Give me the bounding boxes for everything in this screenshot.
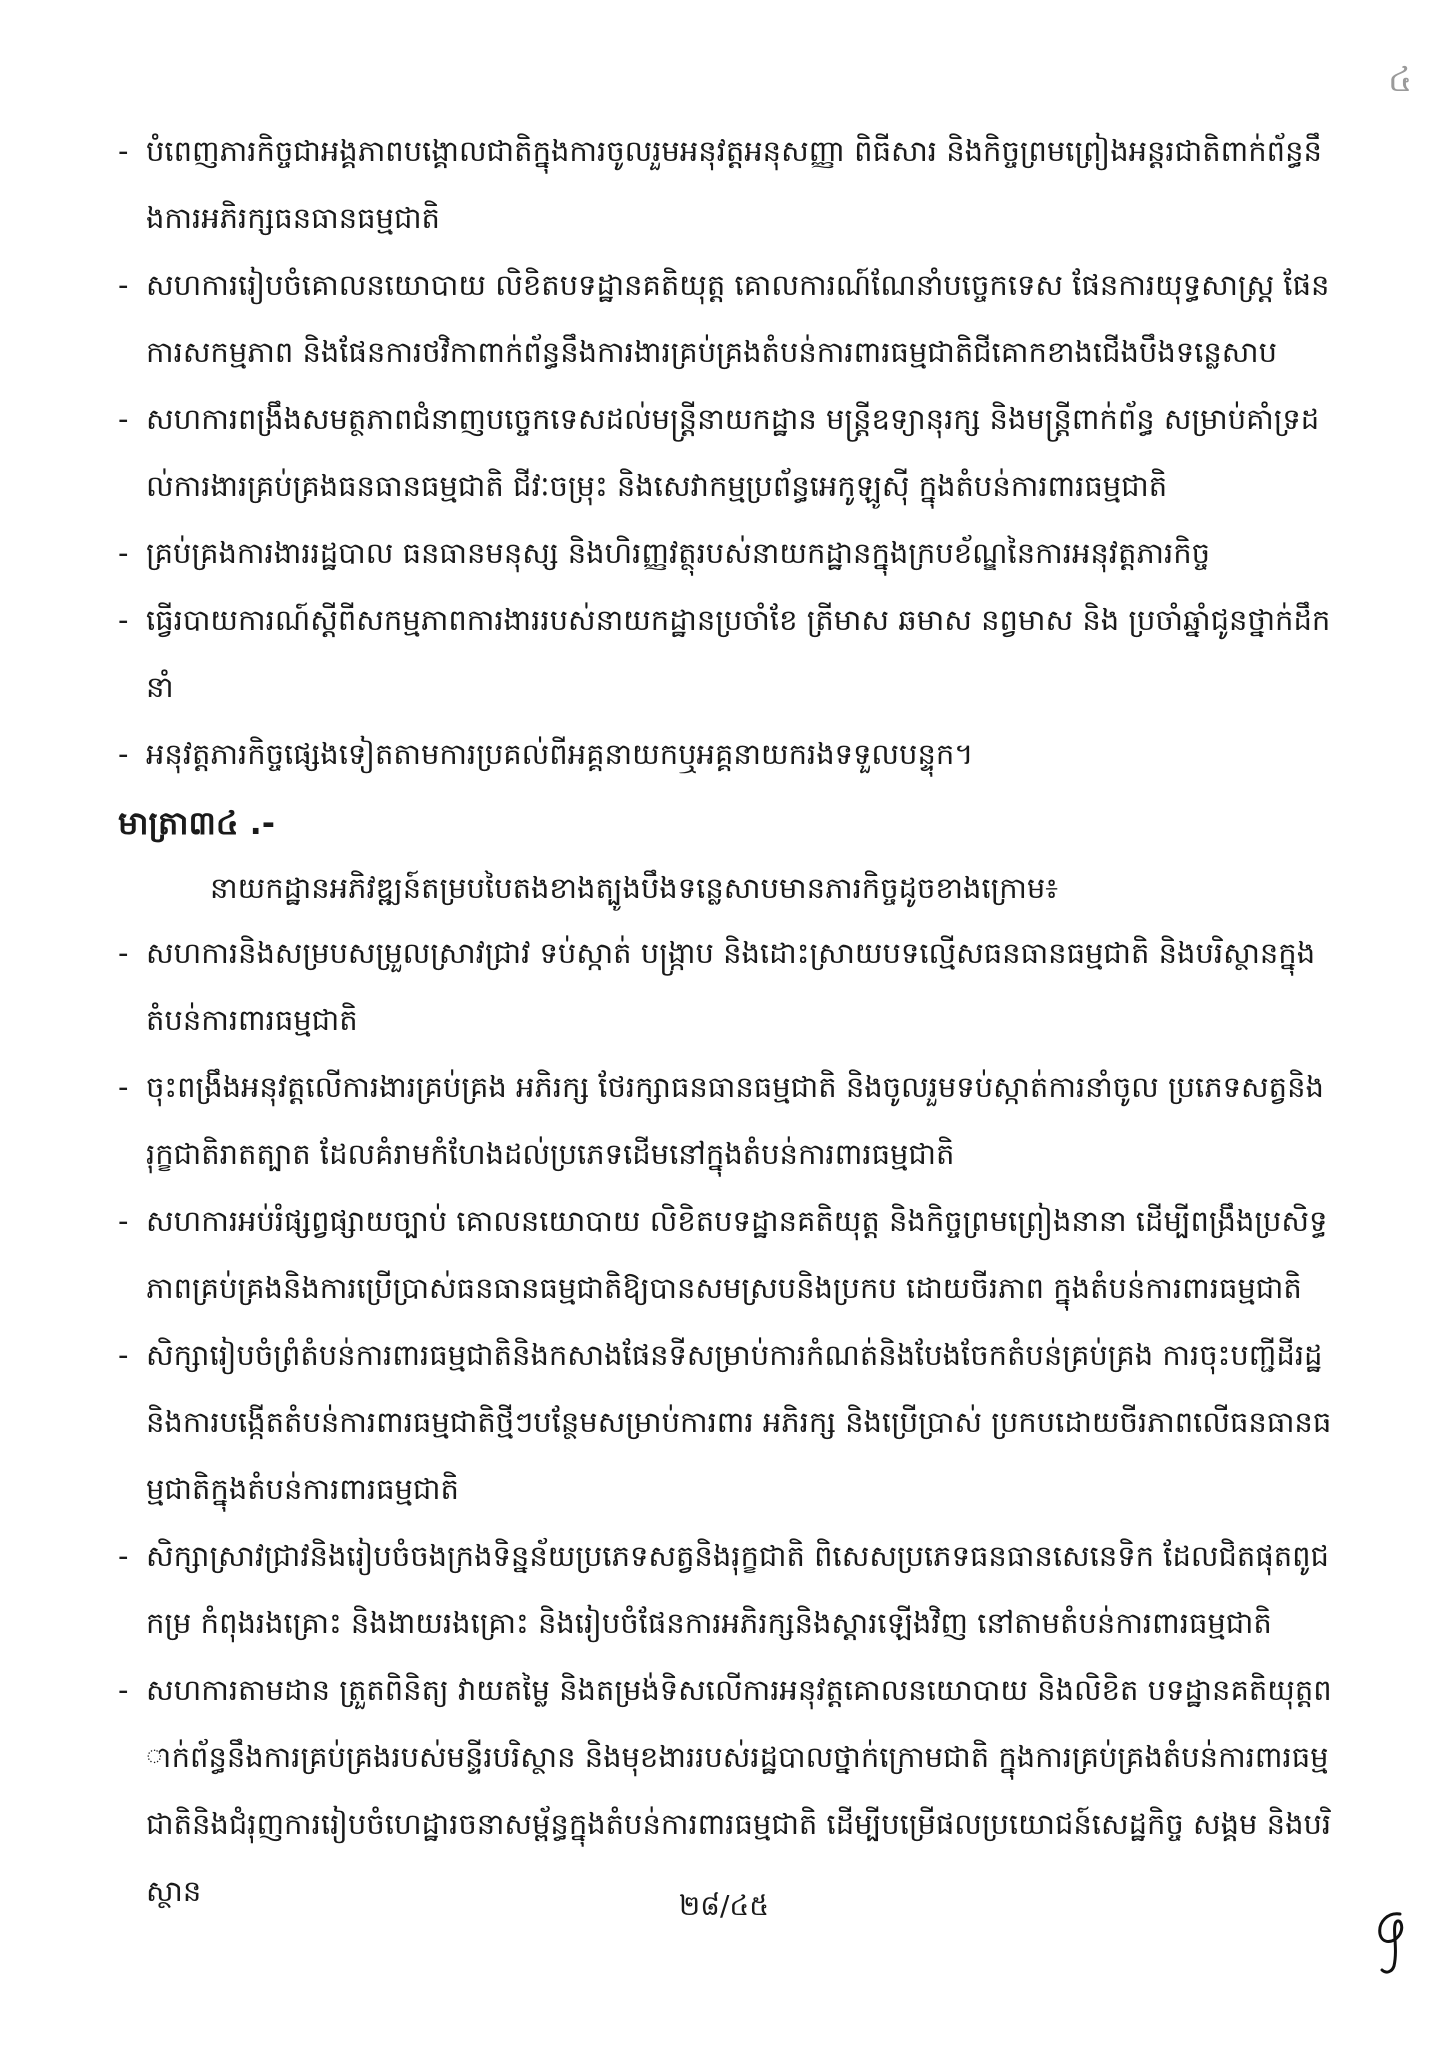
list-item: - សហការរៀបចំគោលនយោបាយ លិខិតបទដ្ឋានគតិយុត្ត គោលការណ៍ណែនាំបច្ចេកទេស ផែនការយុទ្ធសាស្ត្រ ផែនការសកម្មភាព និងផែនការថវិកាពាក់ព័ន្ធនឹងការងារគ្រប់គ្រងតំបន់ការពារធម្មជាតិជីគោកខាងជើងបឹងទន្លេសាប: [118, 268, 1330, 369]
initials-signature: [1370, 1908, 1414, 1978]
list-item: - សិក្សារៀបចំព្រំតំបន់ការពារធម្មជាតិនិងកសាងផែនទីសម្រាប់ការកំណត់និងបែងចែកតំបន់គ្រប់គ្រង ការចុះបញ្ជីដីរដ្ឋ និងការបង្កើតតំបន់ការពារធម្មជាតិថ្មីៗបន្ថែមសម្រាប់ការពារ អភិរក្ស និងប្រើប្រាស់ ប្រកបដោយចីរភាពលើធនធានធម្មជាតិក្នុងតំបន់ការពារធម្មជាតិ: [118, 1338, 1332, 1506]
list-item: - ចុះពង្រឹងអនុវត្តលើការងារគ្រប់គ្រង អភិរក្ស ថែរក្សាធនធានធម្មជាតិ និងចូលរួមទប់ស្កាត់ការនាំចូល ប្រភេទសត្វនិងរុក្ខជាតិរាតត្បាត ដែលគំរាមកំហែងដល់ប្រភេទដើមនៅក្នុងតំបន់ការពារធម្មជាតិ: [118, 1070, 1324, 1171]
list-item: - សហការអប់រំផ្សព្វផ្សាយច្បាប់ គោលនយោបាយ លិខិតបទដ្ឋានគតិយុត្ត និងកិច្ចព្រមព្រៀងនានា ដើម្បីពង្រឹងប្រសិទ្ធភាពគ្រប់គ្រងនិងការប្រើប្រាស់ធនធានធម្មជាតិឱ្យបានសមស្របនិងប្រកប ដោយចីរភាព ក្នុងតំបន់ការពារធម្មជាតិ: [118, 1204, 1328, 1305]
list-item: - គ្រប់គ្រងការងាររដ្ឋបាល ធនធានមនុស្ស និងហិរញ្ញវត្ថុរបស់នាយកដ្ឋានក្នុងក្របខ័ណ្ឌនៃការអនុវត្តភារកិច្ច: [118, 536, 1211, 570]
article-title: មាត្រា៣៤ .-: [118, 804, 276, 842]
article-duties-list: [118, 920, 1333, 1925]
list-item: - ធ្វើរបាយការណ៍ស្ដីពីសកម្មភាពការងាររបស់នាយកដ្ឋានប្រចាំខែ ត្រីមាស ឆមាស នព្វមាស និង ប្រចាំឆ្នាំជូនថ្នាក់ដឹកនាំ: [118, 603, 1331, 704]
list-item: - អនុវត្តភារកិច្ចផ្សេងទៀតតាមការប្រគល់ពីអគ្គនាយកឬអគ្គនាយករងទទួលបន្ទុក។: [118, 737, 974, 771]
list-item: - សិក្សាស្រាវជ្រាវនិងរៀបចំចងក្រងទិន្នន័យប្រភេទសត្វនិងរុក្ខជាតិ ពិសេសប្រភេទធនធានសេនេទិក ដែលជិតផុតពូជ កម្រ កំពុងរងគ្រោះ និងងាយរងគ្រោះ និងរៀបចំផែនការអភិរក្សនិងស្តារឡើងវិញ នៅតាមតំបន់ការពារធម្មជាតិ: [118, 1539, 1329, 1640]
list-item: - សហការតាមដាន ត្រួតពិនិត្យ វាយតម្លៃ និងតម្រង់ទិសលើការអនុវត្តគោលនយោបាយ និងលិខិត បទដ្ឋានគតិយុត្តពាក់ព័ន្ធនឹងការគ្រប់គ្រងរបស់មន្ទីរបរិស្ថាន និងមុខងាររបស់រដ្ឋបាលថ្នាក់ក្រោមជាតិ ក្នុងការគ្រប់គ្រងតំបន់ការពារធម្មជាតិនិងជំរុញការរៀបចំហេដ្ឋារចនាសម្ព័ន្ធក្នុងតំបន់ការពារធម្មជាតិ ដើម្បីបម្រើផលប្រយោជន៍សេដ្ឋកិច្ច សង្គម និងបរិស្ថាន: [118, 1673, 1332, 1908]
article-intro: នាយកដ្ឋានអភិវឌ្ឍន៍តម្របបៃតងខាងត្បូងបឹងទន្លេសាបមានភារកិច្ចដូចខាងក្រោម៖: [210, 871, 1059, 905]
list-item: - សហការនិងសម្របសម្រួលស្រាវជ្រាវ ទប់ស្កាត់ បង្ក្រាប និងដោះស្រាយបទល្មើសធនធានធម្មជាតិ និងបរិស្ថានក្នុងតំបន់ការពារធម្មជាតិ: [118, 936, 1316, 1037]
document-body: [118, 118, 1333, 1925]
corner-mark: ៤: [1388, 60, 1413, 100]
page-number: ២៨/៤៥: [678, 1889, 770, 1922]
list-item: - សហការពង្រឹងសមត្ថភាពជំនាញបច្ចេកទេសដល់មន្ត្រីនាយកដ្ឋាន មន្ត្រីឧទ្យានុរក្ស និងមន្ត្រីពាក់ព័ន្ធ សម្រាប់គាំទ្រដល់ការងារគ្រប់គ្រងធនធានធម្មជាតិ ជីវៈចម្រុះ និងសេវាកម្មប្រព័ន្ធអេកូឡូស៊ី ក្នុងតំបន់ការពារធម្មជាតិ: [118, 402, 1320, 503]
duties-list-continued: [118, 118, 1333, 788]
list-item: - បំពេញភារកិច្ចជាអង្គភាពបង្គោលជាតិក្នុងការចូលរួមអនុវត្តអនុសញ្ញា ពិធីសារ និងកិច្ចព្រមព្រៀងអន្តរជាតិពាក់ព័ន្ធនឹងការអភិរក្សធនធានធម្មជាតិ: [118, 134, 1322, 235]
